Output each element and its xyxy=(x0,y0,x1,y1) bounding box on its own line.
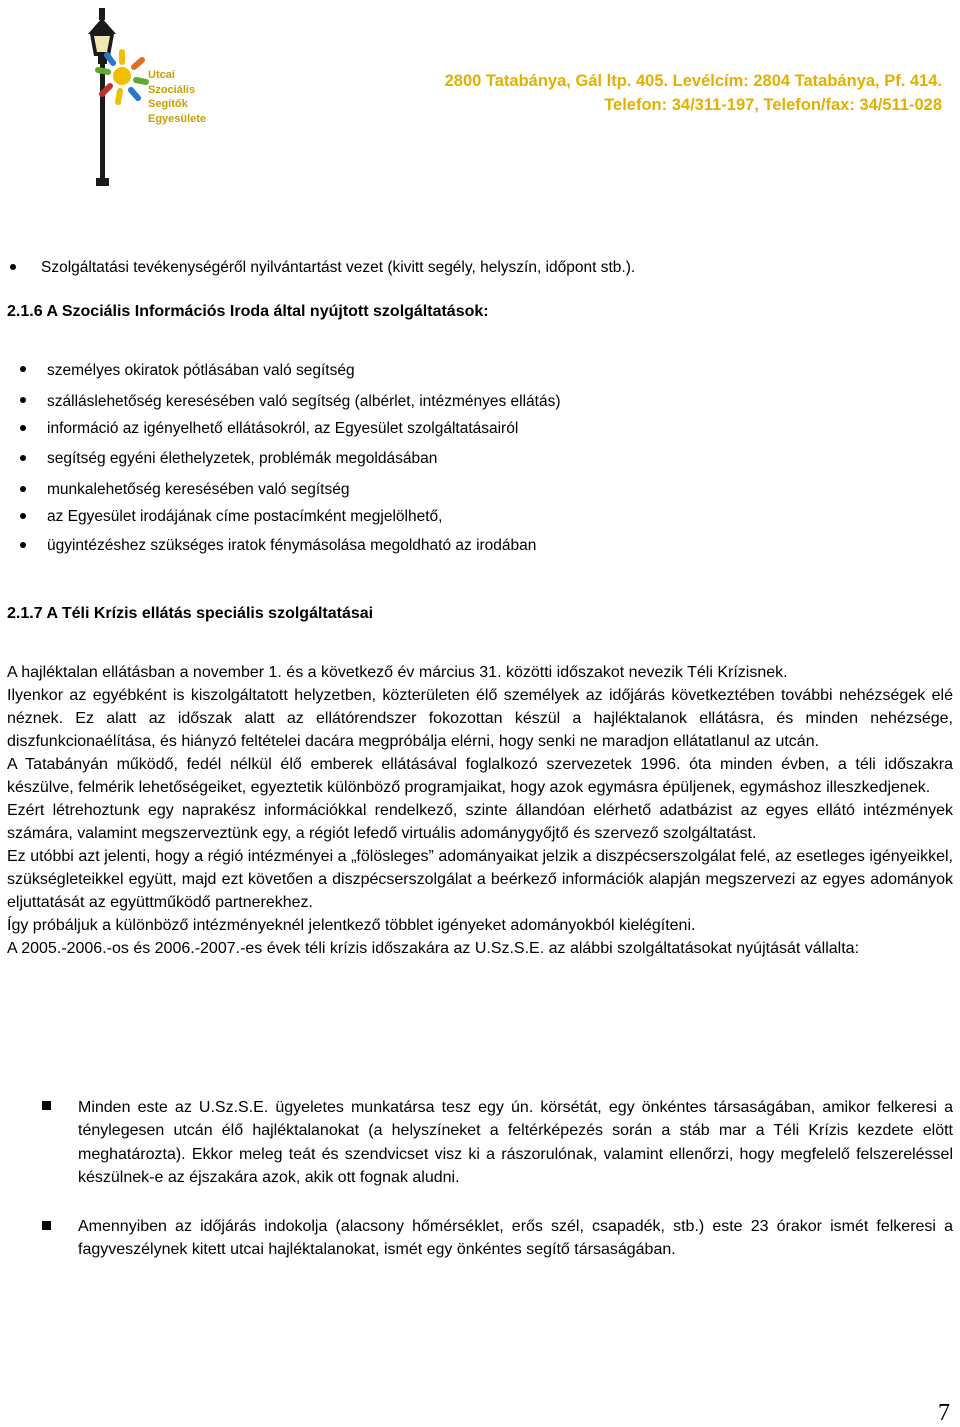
header-phone: Telefon: 34/311-197, Telefon/fax: 34/511-028 xyxy=(604,96,942,114)
paragraph-text: A hajléktalan ellátásban a november 1. és a következő év március 31. közötti időszakot nevezik Téli Krízisnek. xyxy=(7,664,788,681)
org-name-line: Szociális xyxy=(148,83,196,96)
service-list-item: az Egyesület irodájának címe postacímként megjelölhető, xyxy=(47,508,443,525)
street-lamp-sun-logo-icon xyxy=(76,2,154,190)
bullet-icon xyxy=(20,397,26,403)
org-name-line: Segítők xyxy=(148,98,188,110)
section-217-heading: 2.1.7 A Téli Krízis ellátás speciális szolgáltatásai xyxy=(7,605,374,622)
org-name-line: Egyesülete xyxy=(148,112,207,125)
service-list-item: személyes okiratok pótlásában való segítség xyxy=(47,362,355,379)
service-list-item: munkalehetőség keresésében való segítség xyxy=(47,481,350,498)
bullet-icon xyxy=(20,513,26,519)
header-address: 2800 Tatabánya, Gál ltp. 405. Levélcím: 2804 Tatabánya, Pf. 414. xyxy=(444,72,942,90)
service-list-item: információ az igényelhető ellátásokról, az Egyesület szolgáltatásairól xyxy=(47,420,519,437)
bullet-icon xyxy=(10,264,16,270)
intro-bullet-text: Szolgáltatási tevékenységéről nyilvántartást vezet (kivitt segély, helyszín, időpont stb.). xyxy=(41,259,636,276)
paragraph-text: Ilyenkor az egyébként is kiszolgáltatott helyzetben, közterületen élő személyek az időjárás következtében további nehézségek elé néznek. Ez alatt az időszak alatt az ellátórendszer fokozottan készül a hajléktalanok ellátásra, és minden nehézsége, diszfunkcionaélítása, és hiányzó feltételei dacára megpróbálja elérni, hogy senki ne maradjon ellátatlanul az utcán. xyxy=(7,687,953,750)
bullet-icon xyxy=(20,366,26,372)
bullet-icon xyxy=(20,542,26,548)
org-name-line: Utcai xyxy=(148,69,175,81)
square-bullet-icon xyxy=(42,1221,51,1230)
service-list-item: ügyintézéshez szükséges iratok fénymásolása megoldható az irodában xyxy=(47,537,537,554)
service-list-item: szálláslehetőség keresésében való segítség (albérlet, intézményes ellátás) xyxy=(47,393,561,410)
service-list-item: segítség egyéni élethelyzetek, problémák megoldásában xyxy=(47,450,438,467)
section-216-heading: 2.1.6 A Szociális Információs Iroda által nyújtott szolgáltatások: xyxy=(7,303,489,320)
organization-logo xyxy=(76,2,154,190)
paragraph xyxy=(7,661,953,960)
bullet-icon xyxy=(20,486,26,492)
paragraph-text: A 2005.-2006.-os és 2006.-2007.-es évek téli krízis időszakára az U.Sz.S.E. az alábbi szolgáltatásokat nyújtását vállalta: xyxy=(7,940,860,957)
paragraph-text: Ez utóbbi azt jelenti, hogy a régió intézményei a „fölösleges” adományaikat jelzik a diszpécserszolgálat felé, az esetleges igényeikkel, szükségleteikkel együtt, majd ezt követően a diszpécserszolgálat a beérkező információk alapján megszervezi az egyes adományok eljuttatását az együttműködő partnerekhez. xyxy=(7,848,953,911)
service-description: Minden este az U.Sz.S.E. ügyeletes munkatársa tesz egy ún. körsétát, egy önkéntes társaságában, amikor felkeresi a ténylegesen utcán élő hajléktalanokat (a helyszíneket a feltérképezés során a stáb mar a Téli Krízis kezdete elött meghatározta). Ekkor meleg teát és szendvicset visz ki a rászorulónak, valamint ellenőrzi, hogy megfelelő felszereléssel készülnek-e az éjszakára azok, akik ott fognak aludni. xyxy=(78,1099,953,1186)
square-bullet-icon xyxy=(42,1101,51,1110)
service-description: Amennyiben az időjárás indokolja (alacsony hőmérséklet, erős szél, csapadék, stb.) este 23 órakor ismét felkeresi a fagyveszélynek kitett utcai hajléktalanokat, ismét egy önkéntes segítő társaságában. xyxy=(78,1218,953,1259)
bullet-icon xyxy=(20,425,26,431)
paragraph-text: Ezért létrehoztunk egy naprakész információkkal rendelkező, szinte állandóan elérhető adatbázist az egyes ellátó intézmények számára, valamint megszerveztünk egy, a régiót lefedő virtuális adománygyőjtő és szervező szolgáltatást. xyxy=(7,802,953,842)
paragraph-text: Így próbáljuk a különböző intézményeknél jelentkező többlet igényeket adományokból kielégíteni. xyxy=(7,917,696,934)
page-number: 7 xyxy=(938,1400,950,1426)
paragraph-text: A Tatabányán működő, fedél nélkül élő emberek ellátásával foglalkozó szervezetek 1996. óta minden évben, a téli időszakra készülve, felmérik lehetőségeiket, egyeztetik különböző programjaikat, hogy azok egymásra épüljenek, egymáshoz illeszkedjenek. xyxy=(7,756,953,796)
bullet-icon xyxy=(20,455,26,461)
organization-name xyxy=(148,68,206,126)
